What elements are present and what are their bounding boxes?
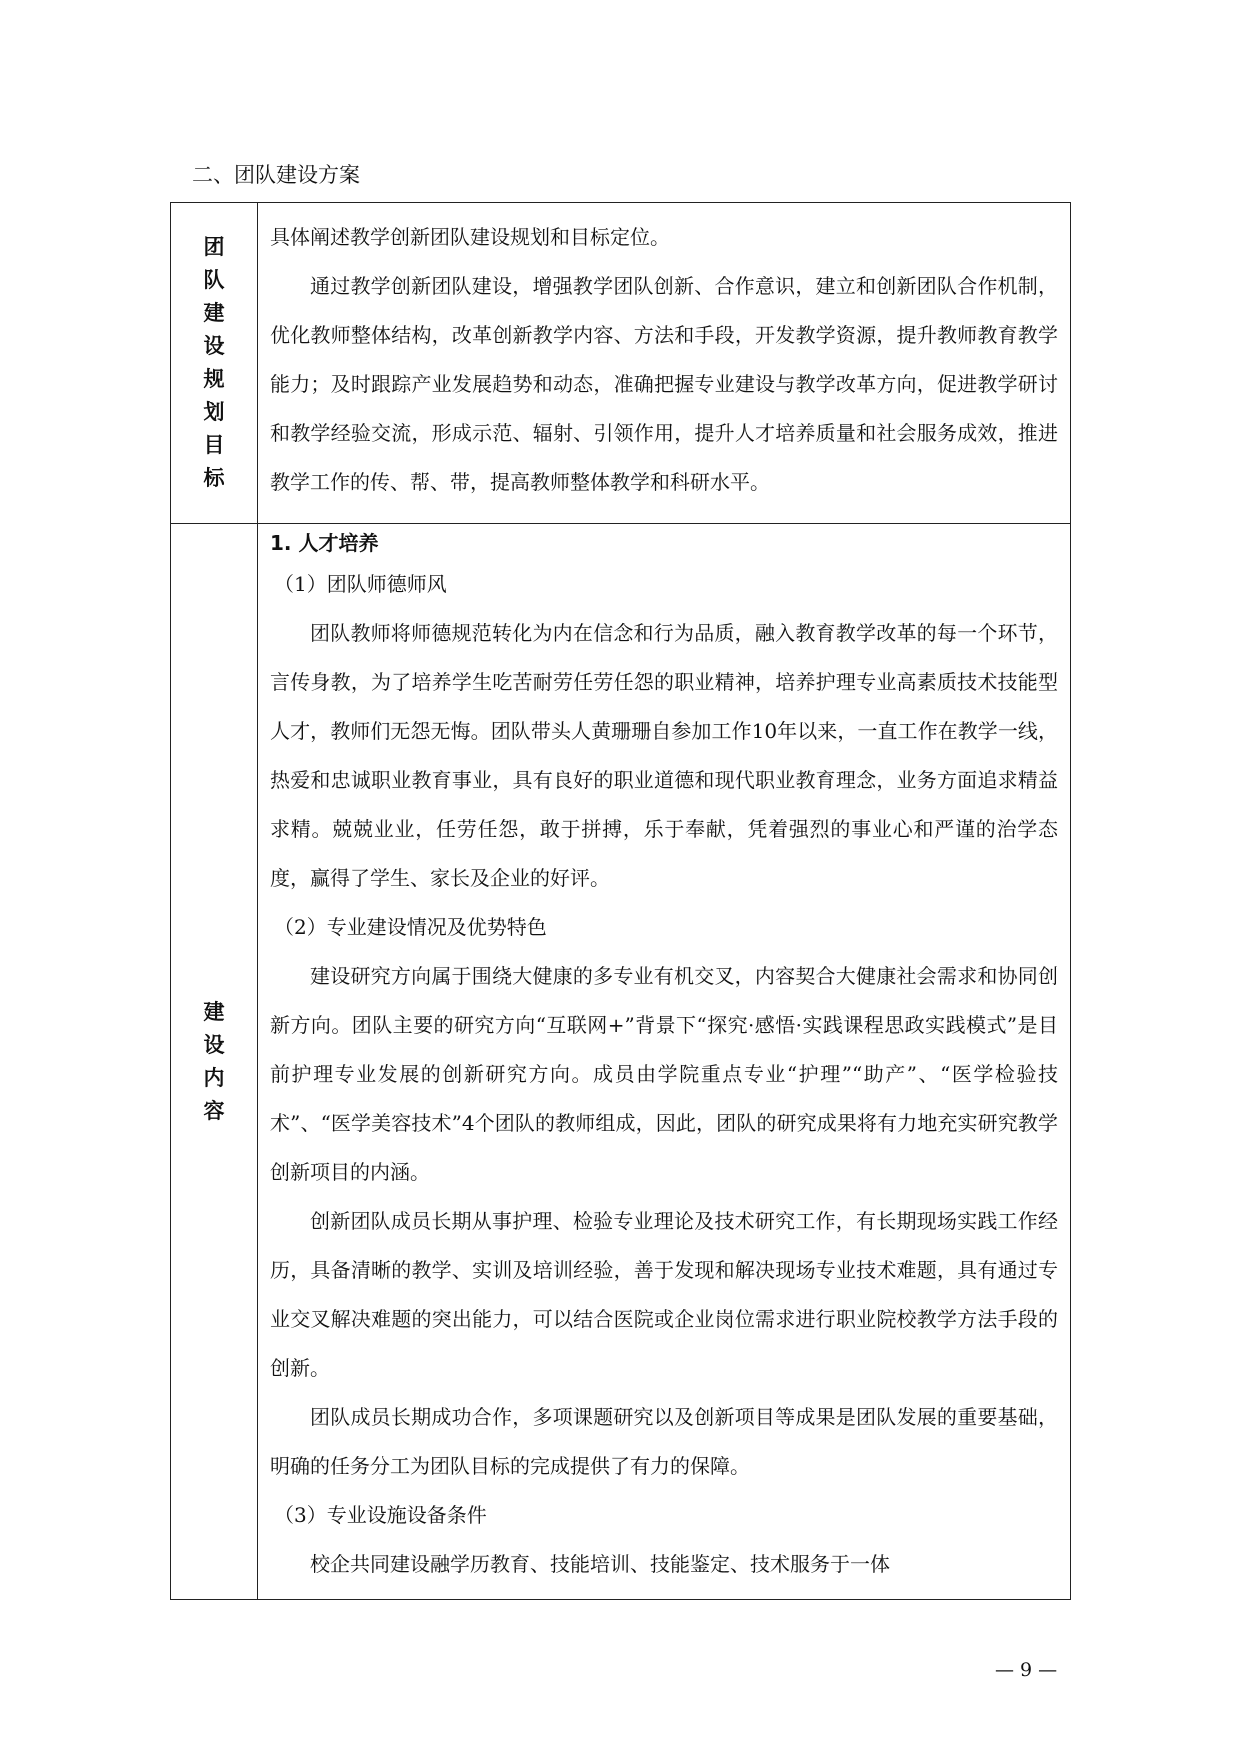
goal-label: 团队建设规划目标	[203, 235, 225, 490]
page-number: — 9 —	[995, 1659, 1058, 1681]
goal-content-cell	[258, 203, 1071, 524]
subheading-facilities: （3）专业设施设备条件	[274, 1503, 487, 1527]
content-label-cell	[171, 524, 258, 1600]
paragraph-research-direction: 建设研究方向属于围绕大健康的多专业有机交叉，内容契合大健康社会需求和协同创新方向。团队主要的研究方向“互联网+”背景下“探究·感悟·实践课程思政实践模式”是目前护理专业发展的创新研究方向。成员由学院重点专业“护理”“助产”、“医学检验技术”、“医学美容技术”4个团队的教师组成，因此，团队的研究成果将有力地充实研究教学创新项目的内涵。	[270, 964, 1058, 1184]
content-content-cell	[258, 524, 1071, 1600]
section-heading: 二、团队建设方案	[192, 163, 360, 187]
paragraph-team-experience: 创新团队成员长期从事护理、检验专业理论及技术研究工作，有长期现场实践工作经历，具备清晰的教学、实训及培训经验，善于发现和解决现场专业技术难题，具有通过专业交叉解决难题的突出能力，可以结合医院或企业岗位需求进行职业院校教学方法手段的创新。	[270, 1209, 1058, 1380]
content-label: 建设内容	[203, 999, 225, 1123]
team-plan-table	[170, 202, 1071, 1600]
content-row	[171, 524, 1071, 1600]
paragraph-ethics: 团队教师将师德规范转化为内在信念和行为品质，融入教育教学改革的每一个环节，言传身教，为了培养学生吃苦耐劳任劳任怨的职业精神，培养护理专业高素质技术技能型人才，教师们无怨无悔。团队带头人黄珊珊自参加工作10年以来，一直工作在教学一线，热爱和忠诚职业教育事业，具有良好的职业道德和现代职业教育理念，业务方面追求精益求精。兢兢业业，任劳任怨，敢于拼搏，乐于奉献，凭着强烈的事业心和严谨的治学态度，赢得了学生、家长及企业的好评。	[270, 621, 1058, 890]
paragraph-cooperation: 团队成员长期成功合作，多项课题研究以及创新项目等成果是团队发展的重要基础，明确的任务分工为团队目标的完成提供了有力的保障。	[270, 1405, 1058, 1478]
goal-intro: 具体阐述教学创新团队建设规划和目标定位。	[270, 225, 670, 249]
talent-cultivation-title: 1. 人才培养	[270, 531, 379, 555]
goal-body: 通过教学创新团队建设，增强教学团队创新、合作意识，建立和创新团队合作机制，优化教师整体结构，改革创新教学内容、方法和手段，开发教学资源，提升教师教育教学能力；及时跟踪产业发展趋势和动态，准确把握专业建设与教学改革方向，促进教学研讨和教学经验交流，形成示范、辐射、引领作用，提升人才培养质量和社会服务成效，推进教学工作的传、帮、带，提高教师整体教学和科研水平。	[270, 274, 1058, 494]
goal-label-cell	[171, 203, 258, 524]
paragraph-facilities: 校企共同建设融学历教育、技能培训、技能鉴定、技术服务于一体	[310, 1552, 890, 1576]
subheading-specialty: （2）专业建设情况及优势特色	[274, 915, 547, 939]
subheading-ethics: （1）团队师德师风	[274, 572, 447, 596]
goal-row	[171, 203, 1071, 524]
